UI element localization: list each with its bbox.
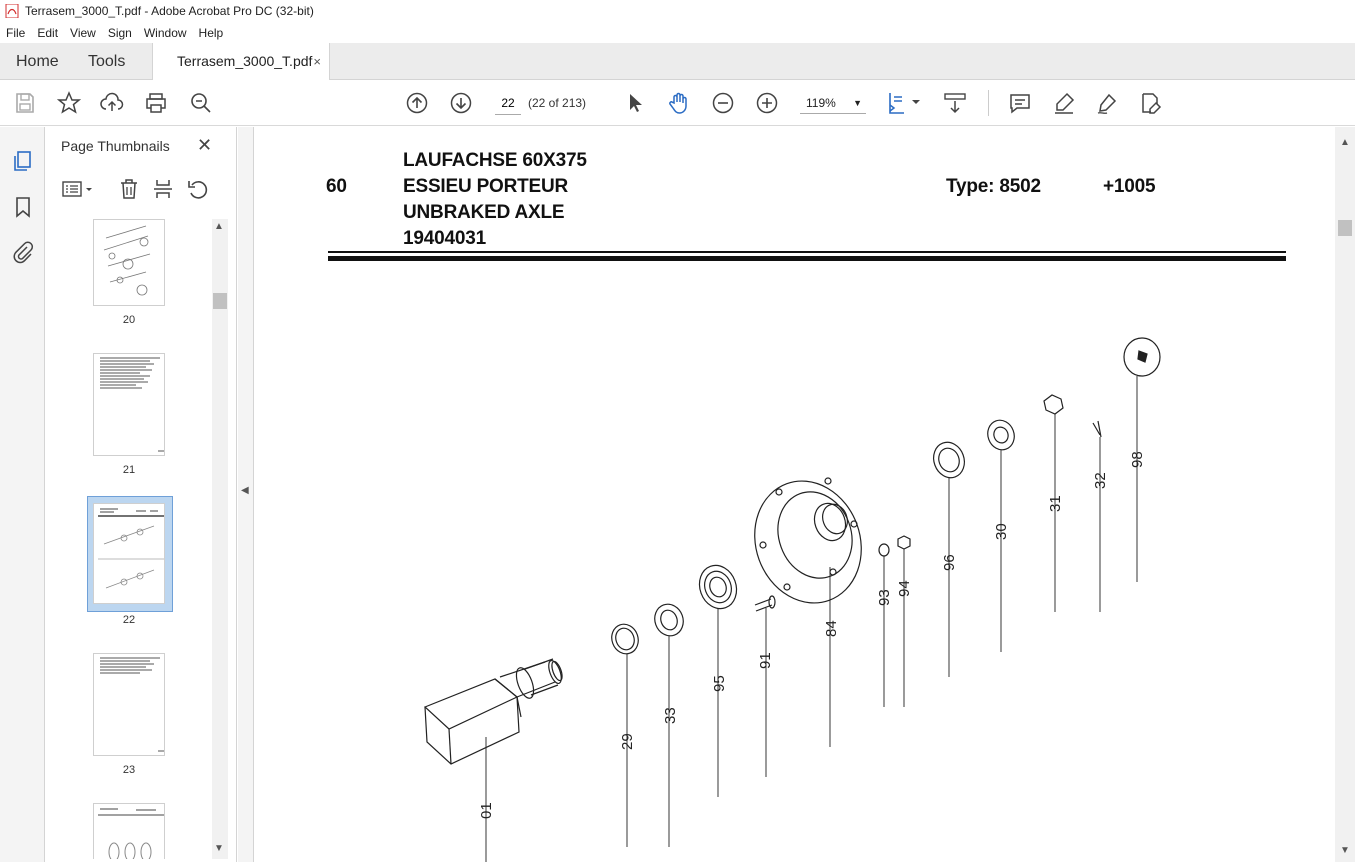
exploded-axle-drawing	[255, 267, 1335, 862]
thumbnail-tools	[59, 177, 223, 203]
menu-window[interactable]: Window	[143, 25, 187, 40]
previous-page-icon[interactable]	[405, 91, 429, 115]
thumbnail-drawing	[94, 504, 166, 605]
upload-cloud-icon[interactable]	[100, 91, 124, 115]
thumbnail-page-24[interactable]	[93, 803, 165, 859]
menu-view[interactable]: View	[70, 25, 96, 40]
highlight-pen-icon[interactable]	[1052, 91, 1076, 115]
tab-document-label: Terrasem_3000_T.pdf	[177, 53, 313, 69]
bookmarks-icon[interactable]	[11, 195, 35, 219]
tab-home[interactable]: Home	[16, 53, 59, 70]
scroll-up-icon[interactable]: ▲	[1340, 137, 1350, 148]
delete-icon[interactable]	[117, 177, 141, 201]
callout-94: 94	[896, 580, 913, 597]
collapse-left-icon: ◀	[241, 485, 249, 496]
title-english: UNBRAKED AXLE	[403, 202, 565, 223]
toolbar-divider	[988, 90, 989, 116]
hub-84	[738, 466, 878, 618]
seal-33	[650, 600, 687, 640]
thumbnail-text-lines	[94, 354, 166, 457]
axle-shaft	[425, 679, 517, 729]
title-french: ESSIEU PORTEUR	[403, 176, 569, 197]
star-icon[interactable]	[57, 91, 81, 115]
callout-01: 01	[478, 802, 495, 819]
select-cursor-icon[interactable]	[623, 91, 647, 115]
scroll-down-icon[interactable]: ▼	[1340, 845, 1350, 856]
panel-scrollbar[interactable]	[212, 219, 228, 859]
callout-31: 31	[1047, 495, 1064, 512]
menu-edit[interactable]: Edit	[37, 25, 59, 40]
scrollbar-thumb[interactable]	[213, 293, 227, 309]
thumbnail-page-21[interactable]	[93, 353, 165, 456]
bearing-95	[694, 560, 743, 614]
thumbnail-list	[45, 219, 215, 859]
next-page-icon[interactable]	[449, 91, 473, 115]
page-count: (22 of 213)	[528, 96, 587, 110]
rotate-icon[interactable]	[186, 177, 210, 201]
page-thumbnails-icon[interactable]	[11, 149, 35, 173]
split-pin-32	[1093, 421, 1101, 437]
thumbnail-label: 23	[122, 764, 136, 776]
extract-pages-icon[interactable]	[151, 177, 175, 201]
attachments-icon[interactable]	[11, 240, 35, 264]
washer-30	[984, 416, 1019, 453]
zoom-in-icon[interactable]	[755, 91, 779, 115]
menu-file[interactable]: File	[6, 25, 26, 40]
thumbnail-label: 22	[122, 614, 136, 626]
tab-bar	[0, 43, 1355, 80]
thumbnail-text-lines	[94, 654, 166, 757]
zoom-level-value: 119%	[806, 96, 836, 110]
scroll-up-icon[interactable]: ▲	[214, 221, 224, 232]
callout-32: 32	[1092, 472, 1109, 489]
fill-sign-icon[interactable]	[1139, 91, 1163, 115]
print-icon[interactable]	[144, 91, 168, 115]
washer-93	[879, 544, 889, 556]
acrobat-app-icon	[5, 4, 19, 18]
close-tab-icon[interactable]: ×	[313, 54, 321, 69]
scrollbar-thumb[interactable]	[1338, 220, 1352, 236]
nut-94	[898, 536, 910, 549]
ring-29	[608, 620, 643, 657]
type-label: Type: 8502	[946, 176, 1041, 197]
main-toolbar	[0, 80, 1355, 126]
section-number: 60	[326, 176, 347, 197]
document-scrollbar[interactable]	[1335, 127, 1355, 862]
menu-sign[interactable]: Sign	[107, 25, 132, 40]
thumbnail-options-icon[interactable]	[61, 177, 95, 201]
hand-tool-icon[interactable]	[667, 91, 691, 115]
callout-30: 30	[993, 523, 1010, 540]
page-thumbnails-panel	[45, 127, 237, 862]
page-fit-icon[interactable]	[886, 91, 922, 115]
comment-icon[interactable]	[1008, 91, 1032, 115]
callout-84: 84	[823, 620, 840, 637]
thumbnail-drawing	[94, 220, 166, 307]
scroll-mode-icon[interactable]	[943, 91, 967, 115]
zoom-level-select[interactable]	[800, 92, 866, 114]
header-rule-thick	[328, 256, 1286, 261]
part-number: 19404031	[403, 228, 486, 249]
thumbnail-drawing	[94, 804, 166, 859]
scroll-down-icon[interactable]: ▼	[214, 843, 224, 854]
callout-98: 98	[1129, 451, 1146, 468]
panel-title: Page Thumbnails	[61, 138, 170, 154]
menu-help[interactable]: Help	[198, 25, 224, 40]
draw-pen-icon[interactable]	[1095, 91, 1119, 115]
header-rule	[328, 251, 1286, 253]
thumbnail-page-23[interactable]	[93, 653, 165, 756]
thumbnail-page-22[interactable]	[93, 503, 165, 604]
left-navigation-rail	[0, 127, 45, 862]
document-page	[255, 127, 1335, 862]
thumbnail-label: 21	[122, 464, 136, 476]
thumbnail-page-20[interactable]	[93, 219, 165, 306]
window-title: Terrasem_3000_T.pdf - Adobe Acrobat Pro DC (32-bit)	[25, 4, 314, 18]
tab-document[interactable]	[152, 43, 330, 81]
callout-96: 96	[941, 554, 958, 571]
thumbnail-label: 20	[122, 314, 136, 326]
callout-33: 33	[662, 707, 679, 724]
callout-91: 91	[757, 652, 774, 669]
serial-number: +1005	[1103, 176, 1156, 197]
search-zoom-icon[interactable]	[189, 91, 213, 115]
callout-93: 93	[876, 589, 893, 606]
callout-29: 29	[619, 733, 636, 750]
tab-tools[interactable]: Tools	[88, 53, 126, 70]
panel-collapse-handle[interactable]	[238, 127, 254, 862]
save-icon[interactable]	[13, 91, 37, 115]
close-panel-icon[interactable]: ✕	[197, 135, 213, 155]
menu-bar	[0, 22, 1355, 43]
window-title-bar	[0, 0, 1355, 22]
callout-95: 95	[711, 675, 728, 692]
bearing-96	[929, 438, 970, 482]
title-german: LAUFACHSE 60X375	[403, 150, 587, 171]
page-number-input[interactable]	[495, 91, 521, 115]
chevron-down-icon: ▼	[853, 98, 862, 108]
zoom-out-icon[interactable]	[711, 91, 735, 115]
castle-nut-31	[1044, 395, 1063, 414]
